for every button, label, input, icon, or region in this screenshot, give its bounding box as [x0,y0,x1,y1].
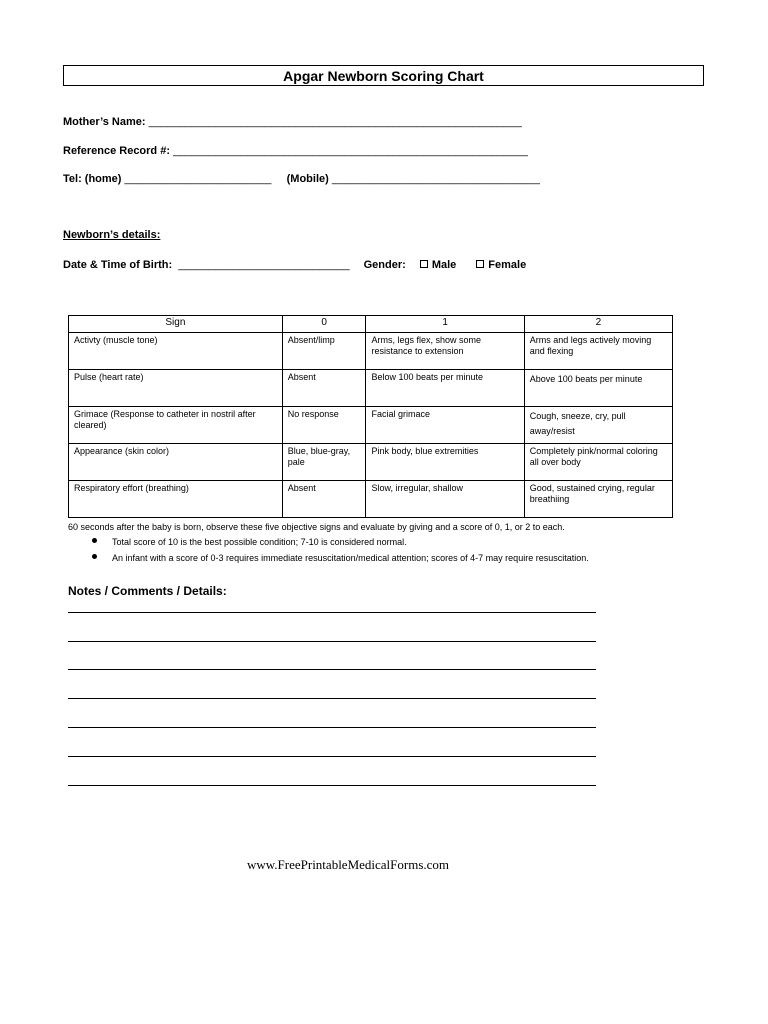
score-0-cell: Absent [282,370,366,407]
score-2-cell: Arms and legs actively moving and flexing [524,333,672,370]
tel-home-label: Tel: (home) [63,173,122,185]
mothers-name-label: Mother’s Name: [63,116,146,128]
score-1-cell: Slow, irregular, shallow [366,481,524,518]
notes-line[interactable] [68,698,596,699]
score-1-cell: Below 100 beats per minute [366,370,524,407]
male-checkbox[interactable] [420,260,428,268]
score-2-cell: Good, sustained crying, regular breathiing [524,481,672,518]
score-1-cell: Pink body, blue extremities [366,444,524,481]
table-row [69,333,673,370]
scoring-instructions: 60 seconds after the baby is born, observe these five objective signs and evaluate by giving and a score of 0, 1, or 2 to each. [68,522,565,532]
bullet-icon [92,538,97,543]
tel-mobile-field[interactable]: __________________________________ [331,173,540,185]
bullet-text: Total score of 10 is the best possible condition; 7-10 is considered normal. [112,537,407,547]
sign-cell: Pulse (heart rate) [69,370,283,407]
bullet-item [92,537,407,547]
mothers-name-field[interactable]: _____________________________________________________________ [148,116,522,128]
score-2-cell: Completely pink/normal coloring all over body [524,444,672,481]
gender-label: Gender: [363,259,406,271]
table-row [69,481,673,518]
male-label: Male [431,259,457,271]
notes-line[interactable] [68,756,596,757]
notes-line[interactable] [68,727,596,728]
dob-field[interactable]: ____________________________ [178,259,350,271]
table-row [69,444,673,481]
score-0-cell: No response [282,407,366,444]
header-score-2: 2 [524,316,672,333]
footer-website: www.FreePrintableMedicalForms.com [246,857,450,872]
female-label: Female [488,259,527,271]
notes-line[interactable] [68,641,596,642]
score-1-cell: Arms, legs flex, show some resistance to extension [366,333,524,370]
sign-cell: Appearance (skin color) [69,444,283,481]
tel-mobile-label: (Mobile) [286,173,329,185]
sign-cell: Grimace (Response to catheter in nostril after cleared) [69,407,283,444]
notes-line[interactable] [68,785,596,786]
mothers-name-row [63,116,522,128]
tel-home-field[interactable]: ________________________ [124,173,272,185]
dob-label: Date & Time of Birth: [63,259,173,271]
score-1-cell: Facial grimace [366,407,524,444]
notes-line[interactable] [68,612,596,613]
score-2-cell: Above 100 beats per minute [524,370,672,407]
sign-cell: Respiratory effort (breathing) [69,481,283,518]
bullet-item [92,553,589,563]
header-score-0: 0 [282,316,366,333]
score-0-cell: Blue, blue-gray, pale [282,444,366,481]
female-checkbox[interactable] [476,260,484,268]
newborn-details-heading: Newborn’s details: [63,229,161,241]
form-title: Apgar Newborn Scoring Chart [63,65,704,86]
notes-heading: Notes / Comments / Details: [68,584,227,598]
reference-record-field[interactable]: __________________________________________________________ [173,145,528,157]
notes-line[interactable] [68,669,596,670]
bullet-text: An infant with a score of 0-3 requires immediate resuscitation/medical attention; scores of 4-7 may require resuscitation. [112,553,589,563]
telephone-row [63,173,540,185]
header-sign: Sign [69,316,283,333]
apgar-table [68,315,673,518]
header-score-1: 1 [366,316,524,333]
score-2-cell: Cough, sneeze, cry, pull away/resist [524,407,672,444]
table-row [69,370,673,407]
table-row [69,407,673,444]
reference-record-row [63,145,528,157]
score-0-cell: Absent [282,481,366,518]
reference-record-label: Reference Record #: [63,145,170,157]
bullet-icon [92,554,97,559]
score-0-cell: Absent/limp [282,333,366,370]
table-header-row [69,316,673,333]
birth-row [63,259,526,271]
sign-cell: Activty (muscle tone) [69,333,283,370]
